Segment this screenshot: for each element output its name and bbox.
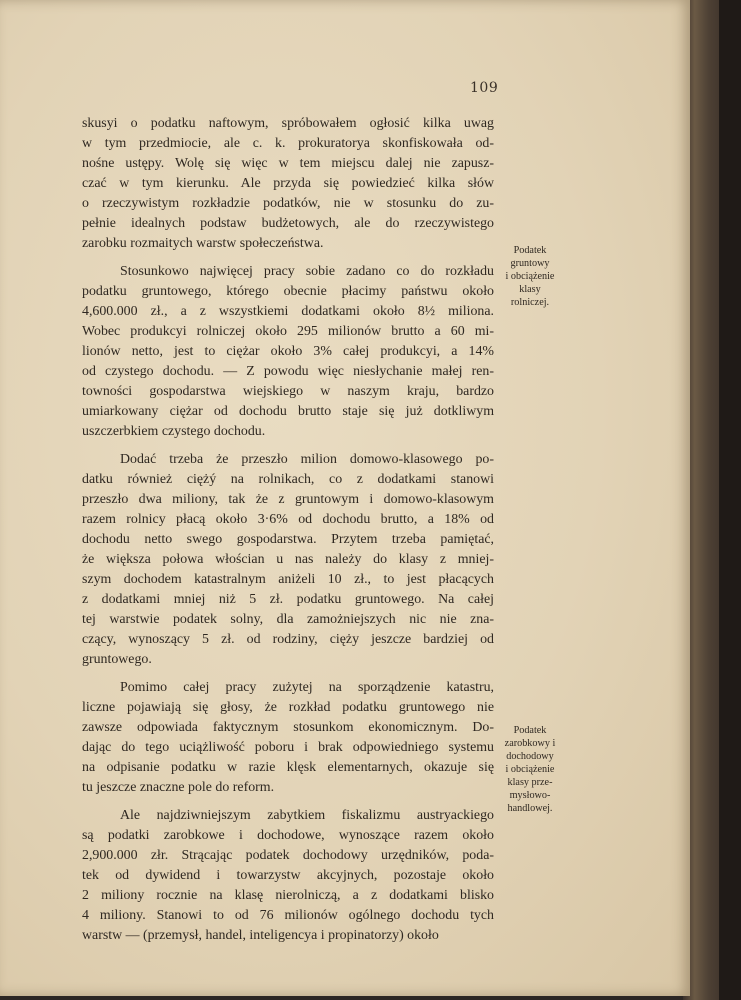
text-line: z dodatkami mniej niż 5 zł. podatku gruntowego. Na całej	[82, 592, 494, 607]
paragraph	[82, 262, 494, 442]
text-line: przeszło dwa miliony, tak że z gruntowym i domowo-klasowym	[82, 492, 494, 507]
text-line: dochodu netto swego gospodarstwa. Przytem trzeba pamiętać,	[82, 532, 494, 547]
text-line: że większa połowa włościan u nas należy do klasy z mniej-	[82, 552, 494, 567]
text-line: w tym przedmiocie, ale c. k. prokuratorya skonfiskowała od-	[82, 136, 494, 151]
text-line: datku również ciężý na rolnikach, co z dodatkami stanowi	[82, 472, 494, 487]
text-line: umiarkowany ciężar od dochodu brutto staje się już dotkliwym	[82, 404, 494, 419]
text-line: dając do tego uciążliwość poboru i brak odpowiedniego systemu	[82, 740, 494, 755]
margin-note-line: rolniczej.	[510, 297, 550, 308]
margin-note-line: zarobkowy i	[504, 738, 556, 749]
margin-note-land-tax	[495, 244, 565, 309]
text-line: zarobku rozmaitych warstw społeczeństwa.	[82, 236, 324, 251]
text-line: 4,600.000 zł., a z wszystkiemi dodatkami około 8½ miliona.	[82, 304, 494, 319]
margin-note-line: Podatek	[513, 725, 547, 736]
text-line: 2,900.000 złr. Strącając podatek dochodowy urzędników, poda-	[82, 848, 494, 863]
text-line: skusyi o podatku naftowym, spróbowałem ogłosić kilka uwag	[82, 116, 494, 131]
text-line: tu jeszcze znaczne pole do reform.	[82, 780, 275, 795]
text-line: podatku gruntowego, którego obecnie płacimy państwu około	[82, 284, 494, 299]
text-line: czać w tym kierunku. Ale przyda się powiedzieć kilka słów	[82, 176, 494, 191]
margin-note-line: Podatek	[513, 245, 547, 256]
text-line: na odpisanie podatku w razie klęsk elementarnych, okazuje się	[82, 760, 494, 775]
margin-note-line: klasy prze-	[507, 777, 553, 788]
margin-note-line: i obciążenie	[505, 764, 555, 775]
text-line: Pomimo całej pracy zużytej na sporządzenie katastru,	[120, 680, 494, 695]
text-line: Dodać trzeba że przeszło milion domowo-klasowego po-	[120, 452, 494, 467]
margin-note-line: mysłowo-	[509, 790, 551, 801]
text-line: nośne ustępy. Wolę się więc w tem miejscu dalej nie zapusz-	[82, 156, 494, 171]
text-line: są podatki zarobkowe i dochodowe, wynoszące razem około	[82, 828, 494, 843]
margin-note-income-tax	[495, 724, 565, 815]
text-line: 2 miliony rocznie na klasę nierolniczą, a z dodatkami blisko	[82, 888, 494, 903]
margin-note-line: gruntowy	[510, 258, 550, 269]
text-line: Stosunkowo najwięcej pracy sobie zadano co do rozkładu	[120, 264, 494, 279]
margin-note-line: handlowej.	[507, 803, 553, 814]
text-line: tek od dywidend i towarzystw akcyjnych, pozostaje około	[82, 868, 494, 883]
text-line: czący, wynoszący 5 zł. od rodziny, cięży jeszcze bardziej od	[82, 632, 494, 647]
text-line: towności gospodarstwa wiejskiego w naszym kraju, bardzo	[82, 384, 494, 399]
text-line: o rzeczywistym rozkładzie podatków, nie w stosunku do zu-	[82, 196, 494, 211]
margin-note-line: i obciążenie	[505, 271, 555, 282]
text-line: lionów netto, jest to ciężar około 3% całej produkcyi, a 14%	[82, 344, 494, 359]
paragraph	[82, 114, 494, 254]
text-line: szym dochodem katastralnym aniżeli 10 zł., to jest płacących	[82, 572, 494, 587]
text-line: razem rolnicy płacą około 3·6% od dochodu brutto, a 18% od	[82, 512, 494, 527]
paragraph	[82, 450, 494, 670]
text-line: uszczerbkiem czystego dochodu.	[82, 424, 266, 439]
margin-note-line: dochodowy	[506, 751, 554, 762]
text-line: liczne pojawiają się głosy, że rozkład podatku gruntowego nie	[82, 700, 494, 715]
text-line: 4 miliony. Stanowi to od 76 milionów ogólnego dochodu tych	[82, 908, 494, 923]
text-line: zawsze odpowiada faktycznym stosunkom ekonomicznym. Do-	[82, 720, 494, 735]
text-line: tej warstwie podatek solny, dla zamożniejszych nic nie zna-	[82, 612, 494, 627]
margin-note-line: klasy	[519, 284, 541, 295]
paragraph	[82, 806, 494, 946]
text-line: gruntowego.	[82, 652, 152, 667]
text-line: Wobec produkcyi rolniczej około 295 milionów brutto a 60 mi-	[82, 324, 494, 339]
text-line: Ale najdziwniejszym zabytkiem fiskalizmu austryackiego	[120, 808, 494, 823]
book-cover-edge	[719, 0, 741, 1000]
page-number: 109	[470, 80, 499, 96]
text-line: od czystego dochodu. — Z powodu więc niesłychanie małej ren-	[82, 364, 494, 379]
body-text	[82, 114, 494, 954]
text-line: pełnie idealnych podstaw budżetowych, ale do rzeczywistego	[82, 216, 494, 231]
paragraph	[82, 678, 494, 798]
text-line: warstw — (przemysł, handel, inteligencya i propinatorzy) około	[82, 928, 439, 943]
